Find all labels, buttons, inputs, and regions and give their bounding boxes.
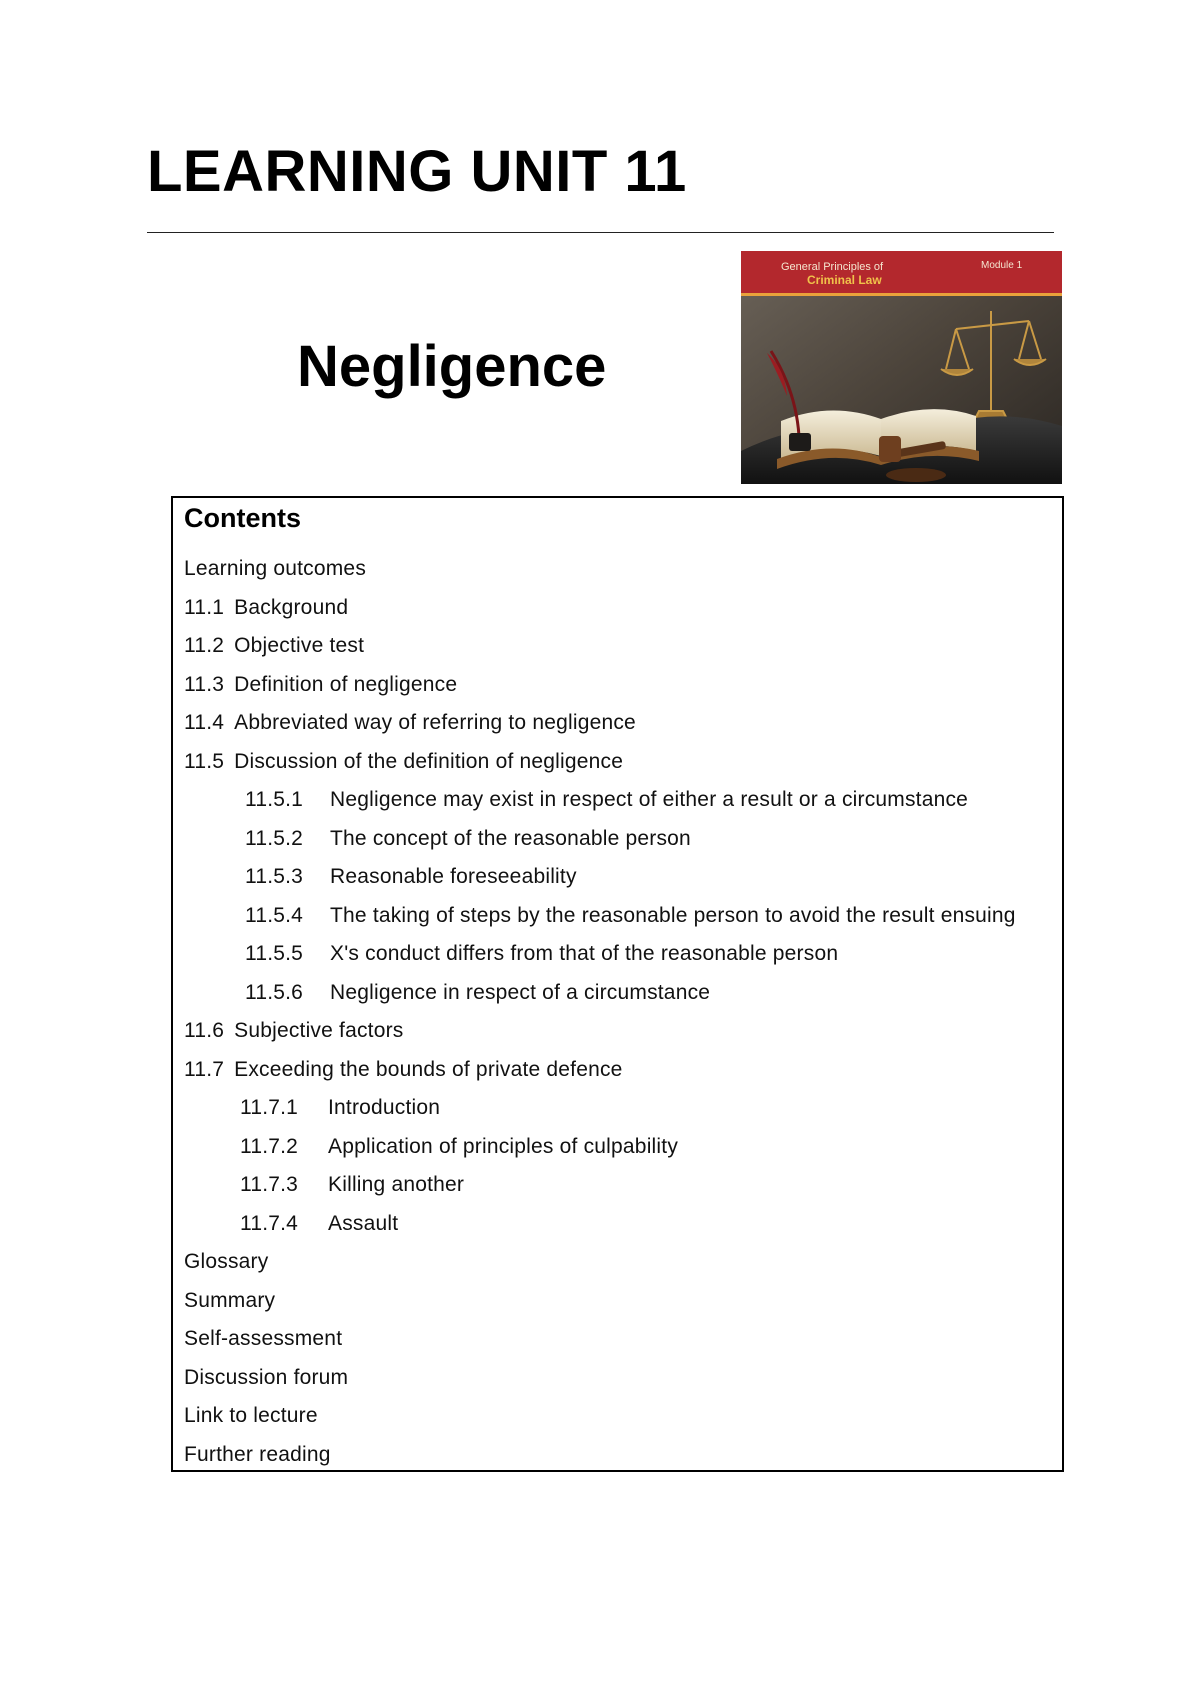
toc-entry-title: Discussion of the definition of negligence [234, 749, 624, 773]
toc-entry [184, 1282, 1062, 1321]
cover-illustration [741, 251, 1062, 484]
toc-entry-title: Link to lecture [184, 1404, 318, 1427]
toc-entry [184, 1012, 1062, 1051]
toc-entry [184, 897, 1062, 936]
toc-entry [184, 1166, 1062, 1205]
toc-entry-number: 11.5 [184, 749, 225, 773]
toc-entry-title: Definition of negligence [234, 672, 458, 696]
toc-entry [184, 1359, 1062, 1398]
toc-entry [184, 704, 1062, 743]
heading-rule [147, 232, 1054, 233]
toc-entry [184, 1205, 1062, 1244]
toc-entry-title: Discussion forum [184, 1365, 349, 1389]
toc-entry-number: 11.5.1 [245, 788, 304, 811]
toc-entry-title: Negligence may exist in respect of either a result or a circumstance [330, 788, 969, 811]
toc-entry-number: 11.2 [184, 634, 225, 657]
toc-entry [184, 781, 1062, 820]
toc-entry [184, 627, 1062, 666]
toc-entry-title: Further reading [184, 1442, 331, 1466]
toc-entry-number: 11.6 [184, 1019, 225, 1042]
toc-entry-number: 11.5.4 [245, 903, 304, 927]
toc-entry-number: 11.7.2 [240, 1134, 299, 1158]
toc-entry-number: 11.7.3 [240, 1173, 299, 1196]
toc-entry-title: Introduction [328, 1096, 441, 1119]
toc-entry-title: Killing another [328, 1173, 465, 1196]
cover-series-line2: Criminal Law [807, 273, 882, 287]
toc-entry-title: Abbreviated way of referring to negligence [234, 711, 636, 734]
toc-entry [184, 935, 1062, 974]
toc-entry [184, 666, 1062, 705]
cover-banner [741, 251, 1062, 295]
unit-heading: LEARNING UNIT 11 [147, 139, 687, 204]
toc-entry-number: 11.5.3 [245, 865, 304, 888]
toc-entry-number: 11.7.4 [240, 1211, 299, 1235]
toc-entry-number: 11.5.6 [245, 980, 304, 1004]
toc-entry [184, 1436, 1062, 1475]
toc-entry [184, 1320, 1062, 1359]
toc-entry-title: Objective test [234, 634, 365, 657]
toc-entry-title: The taking of steps by the reasonable person to avoid the result ensuing [330, 903, 1016, 927]
toc-entry [184, 974, 1062, 1013]
contents-heading: Contents [184, 503, 301, 533]
toc-entry [184, 1243, 1062, 1282]
toc-entry-title: Glossary [184, 1250, 269, 1273]
toc-entry-number: 11.3 [184, 672, 225, 696]
toc-entry-title: Subjective factors [234, 1019, 404, 1042]
toc-entry-title: Reasonable foreseeability [330, 865, 577, 888]
toc-entry-title: Learning outcomes [184, 557, 367, 580]
toc-entry [184, 743, 1062, 782]
toc-entry-title: The concept of the reasonable person [330, 826, 691, 850]
toc-entry-title: Exceeding the bounds of private defence [234, 1057, 623, 1081]
toc-entry [184, 1089, 1062, 1128]
toc-entry-title: Self-assessment [184, 1327, 343, 1350]
toc-entry-number: 11.7.1 [240, 1096, 299, 1119]
unit-title: Negligence [297, 334, 607, 399]
toc-entry-title: Application of principles of culpability [328, 1134, 679, 1158]
contents-list [184, 550, 1062, 1474]
toc-entry-number: 11.1 [184, 595, 225, 619]
module-cover-image [741, 251, 1062, 484]
contents-box [171, 496, 1064, 1472]
toc-entry [184, 550, 1062, 589]
toc-entry [184, 1128, 1062, 1167]
toc-entry [184, 1051, 1062, 1090]
toc-entry-title: Background [234, 595, 349, 619]
toc-entry [184, 820, 1062, 859]
toc-entry-title: Summary [184, 1288, 276, 1312]
toc-entry-title: Assault [328, 1211, 399, 1235]
toc-entry-number: 11.4 [184, 711, 225, 734]
toc-entry-title: X's conduct differs from that of the reasonable person [330, 942, 839, 965]
toc-entry [184, 1397, 1062, 1436]
toc-entry-number: 11.5.5 [245, 942, 304, 965]
toc-entry-title: Negligence in respect of a circumstance [330, 980, 711, 1004]
toc-entry-number: 11.5.2 [245, 826, 304, 850]
toc-entry-number: 11.7 [184, 1057, 225, 1081]
cover-series-line1: General Principles of [781, 261, 884, 273]
toc-entry [184, 858, 1062, 897]
toc-entry [184, 589, 1062, 628]
cover-module-label: Module 1 [981, 260, 1023, 271]
